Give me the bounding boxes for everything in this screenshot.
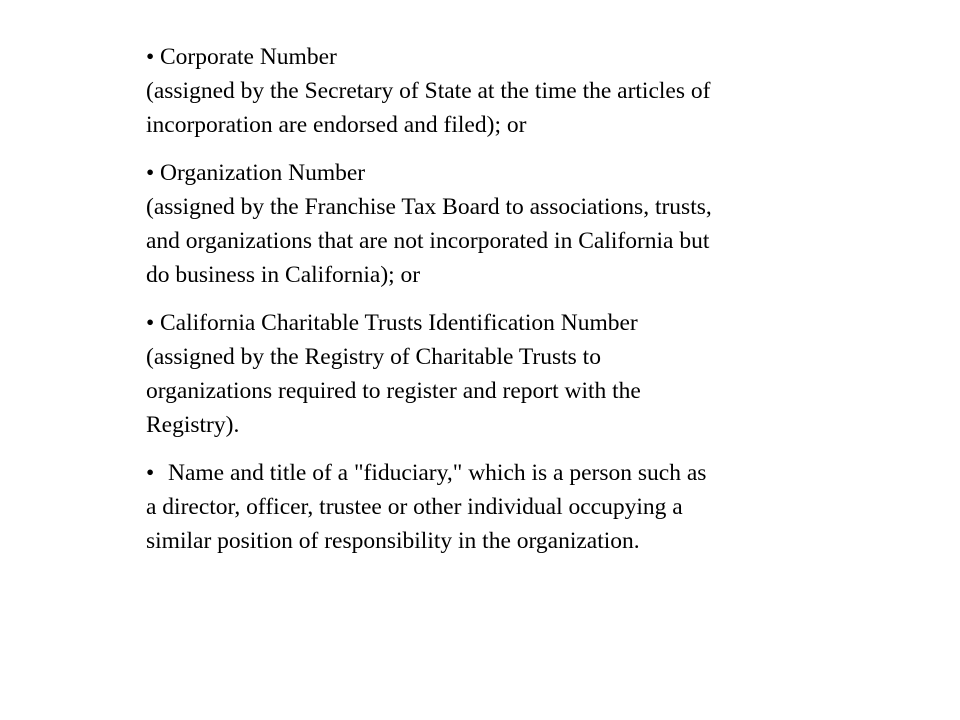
item-line: (assigned by the Registry of Charitable Trusts to xyxy=(146,344,601,370)
bullet-item-charitable-trusts-number xyxy=(146,306,926,442)
item-line: a director, officer, trustee or other individual occupying a xyxy=(146,494,683,520)
item-line: (assigned by the Secretary of State at the time the articles of xyxy=(146,78,711,104)
bullet-icon: • xyxy=(146,460,155,486)
bullet-item-organization-number xyxy=(146,156,926,292)
bullet-icon: • xyxy=(146,310,155,336)
item-line: similar position of responsibility in the organization. xyxy=(146,528,640,554)
item-line: and organizations that are not incorporated in California but xyxy=(146,228,710,254)
item-line: incorporation are endorsed and filed); or xyxy=(146,112,527,138)
bullet-icon: • xyxy=(146,44,155,70)
slide-content xyxy=(146,40,926,572)
item-line xyxy=(146,306,926,340)
item-heading: Name and title of a "fiduciary," which is a person such as xyxy=(168,460,707,486)
bullet-item-corporate-number xyxy=(146,40,926,142)
item-heading: California Charitable Trusts Identification Number xyxy=(160,310,638,336)
item-line: organizations required to register and report with the xyxy=(146,378,641,404)
item-line: (assigned by the Franchise Tax Board to associations, trusts, xyxy=(146,194,712,220)
item-line xyxy=(146,156,926,190)
item-line xyxy=(146,40,926,74)
bullet-icon: • xyxy=(146,160,155,186)
item-line: do business in California); or xyxy=(146,262,421,288)
item-line: Registry). xyxy=(146,412,240,438)
item-heading: Corporate Number xyxy=(160,44,337,70)
item-line xyxy=(146,456,926,490)
item-heading: Organization Number xyxy=(160,160,366,186)
bullet-item-fiduciary xyxy=(146,456,926,558)
